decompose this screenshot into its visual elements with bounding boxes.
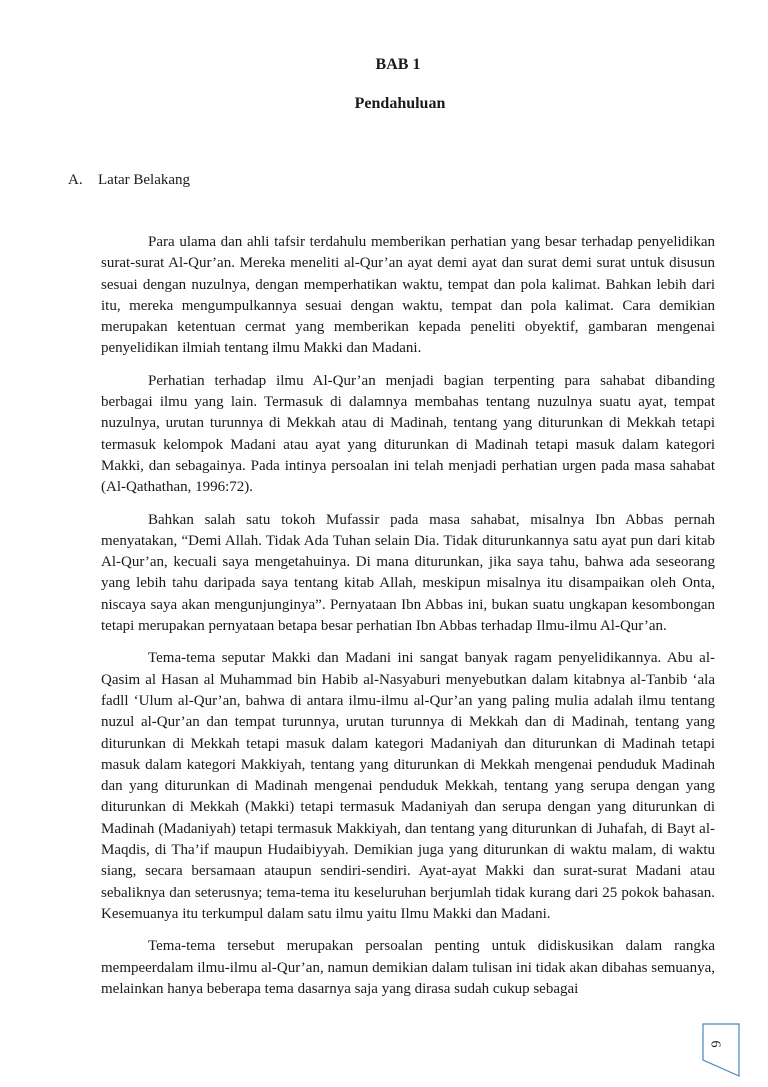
page-number: 6 (707, 1040, 723, 1048)
page-number-frame-icon (701, 1022, 741, 1078)
paragraph: Perhatian terhadap ilmu Al-Qur’an menjadi bagian terpenting para sahabat dibanding berbagai ilmu yang lain. Termasuk di dalamnya membahas tentang nuzulnya suatu ayat, tempat nuzulnya, urutan turunnya di Mekkah atau di Madinah, tentang yang diturunkan di Mekkah tetapi termasuk kelompok Madani atau ayat yang diturunkan di Madinah tetapi masuk dalam kategori Makki, dan sebagainya. Pada intinya persoalan ini telah menjadi perhatian urgen pada masa sahabat (Al-Qathathan, 1996:72). (101, 372, 715, 496)
page-number-badge (701, 1022, 741, 1078)
section-heading (68, 172, 190, 189)
paragraph: Para ulama dan ahli tafsir terdahulu memberikan perhatian yang besar terhadap penyelidikan surat-surat Al-Qur’an. Mereka meneliti al-Qur’an ayat demi ayat dan surat demi surat untuk disusun sesuai dengan nuzulnya, dengan memperhatikan waktu, tempat dan pola kalimat. Bahkan lebih dari itu, mereka mengumpulkannya sesuai dengan waktu, tempat dan pola kalimat. Cara demikian merupakan ketentuan cermat yang memberikan kepada peneliti obyektif, gambaran mengenai penyelidikan ilmiah tentang ilmu Makki dan Madani. (101, 234, 715, 357)
section-letter: A. (68, 172, 83, 188)
section-title: Latar Belakang (98, 172, 191, 188)
paragraph: Bahkan salah satu tokoh Mufassir pada masa sahabat, misalnya Ibn Abbas pernah menyatakan, “Demi Allah. Tidak Ada Tuhan selain Dia. Tidak diturunkannya satu ayat pun dari kitab Al-Qur’an, kecuali saya mengetahuinya. Di mana diturunkan, jika saya tahu, bahwa ada seseorang yang lebih tahu daripada saya tentang kitab Allah, meskipun misalnya itu disampaikan oleh Onta, niscaya saya akan mengunjunginya”. Pernyataan Ibn Abbas ini, bukan suatu ungkapan kesombongan tetapi merupakan pernyataan betapa besar perhatian Ibn Abbas terhadap Ilmu-ilmu Al-Qur’an. (101, 511, 715, 635)
paragraph: Tema-tema seputar Makki dan Madani ini sangat banyak ragam penyelidikannya. Abu al-Qasim al Hasan al Muhammad bin Habib al-Nasyaburi menyebutkan dalam kitabnya al-Tanbib ‘ala fadll ‘Ulum al-Qur’an, bahwa di antara ilmu-ilmu al-Qur’an yang paling mulia adalah ilmu tentang nuzul al-Qur’an dan tempat turunnya, urutan turunnya di Mekkah dan di Madinah, tentang yang diturunkan di Mekkah tetapi masuk dalam kategori Madaniyah dan diturunkan di Madinah tetapi masuk dalam kategori Makkiyah, tentang yang diturunkan di Mekkah mengenai penduduk Madinah dan yang diturunkan di Madinah mengenai penduduk Mekkah, tentang yang serupa dengan yang diturunkan di Mekkah (Makki) tetapi termasuk Madaniyah dan serupa dengan yang diturunkan di Madinah (Madaniyah) tetapi termasuk Makkiyah, dan tentang yang diturunkan di Juhafah, di Bayt al-Maqdis, di Tha’if maupun Hudaibiyyah. Demikian juga yang diturunkan di waktu malam, di waktu siang, secara bersamaan ataupun sendiri-sendiri. Ayat-ayat Makki dan surat-surat Madani atau sebaliknya dan seterusnya; tema-tema itu keseluruhan berjumlah tidak kurang dari 25 pokok bahasan. Kesemuanya itu terkumpul dalam satu ilmu yaitu Ilmu Makki dan Madani. (101, 650, 715, 922)
body-text (101, 232, 715, 1011)
chapter-title: Pendahuluan (354, 95, 446, 112)
paragraph: Tema-tema tersebut merupakan persoalan penting untuk didiskusikan dalam rangka mempeerdalam ilmu-ilmu al-Qur’an, namun demikian dalam tulisan ini tidak akan dibahas semuanya, melainkan hanya beberapa tema dasarnya saja yang dirasa sudah cukup sebagai (101, 938, 715, 997)
chapter-number: BAB 1 (375, 56, 421, 73)
